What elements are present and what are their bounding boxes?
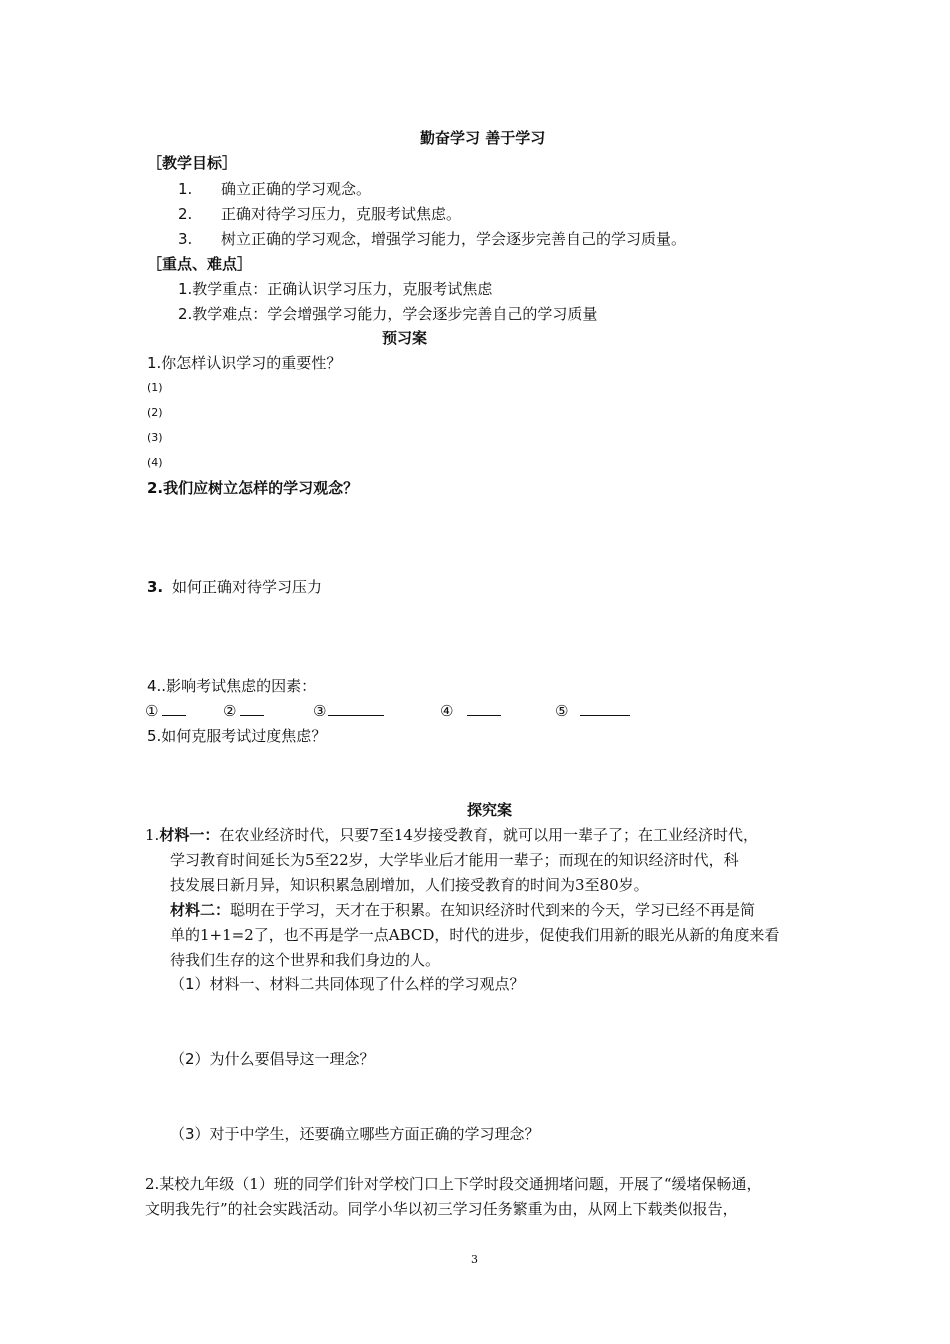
explore-question-2: 文明我先行”的社会实践活动。同学小华以初三学习任务繁重为由，从网上下载类似报告，: [145, 1200, 738, 1218]
factor-blank-1: [145, 701, 186, 721]
material-2-label: 材料二：: [170, 901, 231, 919]
objectives-heading: ［教学目标］: [147, 154, 238, 172]
objective-num: 1.: [178, 180, 193, 198]
preview-question-4: 4..影响考试焦虑的因素：: [147, 677, 317, 695]
answer-slot: (4): [147, 456, 163, 469]
keypoints-heading: ［重点、难点］: [147, 255, 253, 273]
material-1-text: 技发展日新月异，知识积累急剧增加，人们接受教育的时间为3至80岁。: [170, 876, 649, 894]
preview-heading: 预习案: [382, 329, 428, 347]
factor-marker: ⑤: [555, 702, 569, 720]
factor-marker: ④: [440, 702, 454, 720]
factor-blank-5: [555, 701, 630, 721]
factor-blank-3: [313, 701, 384, 721]
page-number: 3: [471, 1253, 478, 1266]
sub-question: （2）为什么要倡导这一理念？: [170, 1050, 375, 1068]
answer-slot: (3): [147, 431, 163, 444]
material-1-text: 学习教育时间延长为5至22岁，大学毕业后才能用一辈子；而现在的知识经济时代，科: [170, 851, 739, 869]
preview-question-3: 如何正确对待学习压力: [172, 578, 323, 596]
material-2-text: 单的1+1=2了，也不再是学一点ABCD，时代的进步，促使我们用新的眼光从新的角度来看: [170, 926, 780, 944]
keypoint-item: 1.教学重点：正确认识学习压力，克服考试焦虑: [178, 280, 493, 298]
preview-question-1: 1.你怎样认识学习的重要性？: [147, 354, 342, 372]
preview-question-3-number: 3.: [147, 578, 164, 596]
material-2-first-line: [170, 900, 755, 920]
objective-text: 树立正确的学习观念，增强学习能力，学会逐步完善自己的学习质量。: [221, 230, 687, 248]
explore-question-number: 1.: [145, 826, 160, 844]
material-1-label: 材料一：: [159, 826, 220, 844]
preview-question-2: 2.我们应树立怎样的学习观念？: [147, 479, 359, 497]
material-1-text: 在农业经济时代，只要7至14岁接受教育，就可以用一辈子了；在工业经济时代，: [219, 826, 758, 844]
sub-question: （3）对于中学生，还要确立哪些方面正确的学习理念？: [170, 1125, 540, 1143]
objective-text: 确立正确的学习观念。: [221, 180, 372, 198]
explore-question-2: 2.某校九年级（1）班的同学们针对学校门口上下学时段交通拥堵问题，开展了“缓堵保畅通，: [145, 1175, 762, 1193]
factor-blank-2: [223, 701, 264, 721]
keypoint-item: 2.教学难点：学会增强学习能力，学会逐步完善自己的学习质量: [178, 305, 598, 323]
preview-question-5: 5.如何克服考试过度焦虑？: [147, 727, 327, 745]
factor-marker: ③: [313, 702, 327, 720]
objective-text: 正确对待学习压力，克服考试焦虑。: [221, 205, 462, 223]
material-2-text: 聪明在于学习，天才在于积累。在知识经济时代到来的今天，学习已经不再是简: [230, 901, 756, 919]
sub-question: （1）材料一、材料二共同体现了什么样的学习观点？: [170, 975, 525, 993]
answer-slot: (2): [147, 406, 163, 419]
answer-slot: (1): [147, 381, 163, 394]
factor-marker: ②: [223, 702, 237, 720]
factor-blank-4: [440, 701, 501, 721]
objective-num: 2.: [178, 205, 193, 223]
factor-marker: ①: [145, 702, 159, 720]
explore-heading: 探究案: [467, 801, 513, 819]
material-2-text: 待我们生存的这个世界和我们身边的人。: [170, 951, 441, 969]
objective-num: 3.: [178, 230, 193, 248]
page-title: 勤奋学习 善于学习: [420, 129, 546, 147]
material-1-first-line: [145, 825, 758, 845]
